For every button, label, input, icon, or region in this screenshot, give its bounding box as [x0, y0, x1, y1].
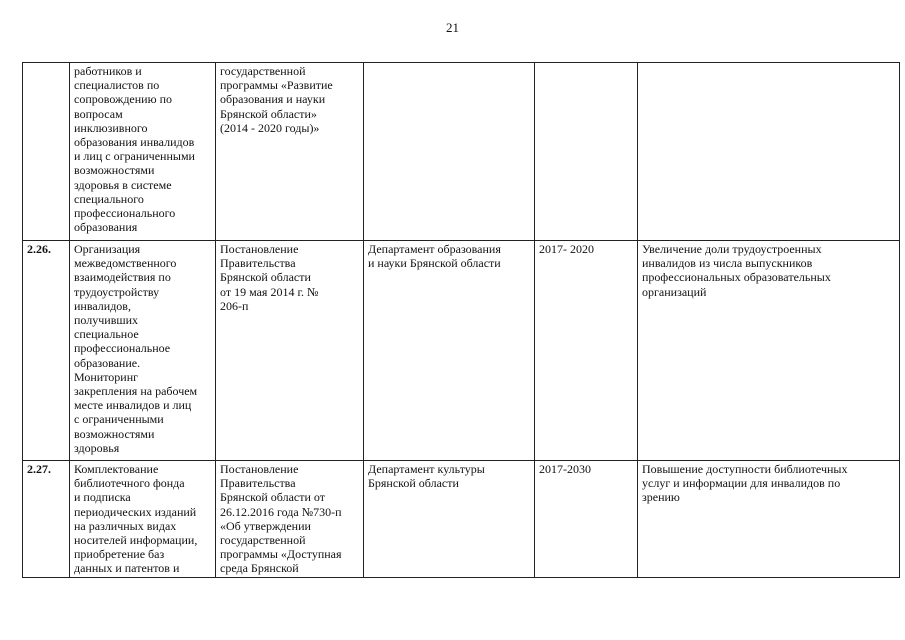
cell-result [638, 63, 900, 241]
cell-term [535, 461, 638, 578]
cell-document [216, 461, 364, 578]
cell-result [638, 241, 900, 461]
number-text: 2.27. [27, 462, 51, 476]
number-text: 2.26. [27, 242, 51, 256]
cell-number [23, 461, 70, 578]
document-text: Постановление Правительства Брянской области от 19 мая 2014 г. № 206-п [220, 242, 319, 313]
cell-event [70, 63, 216, 241]
table-row-2-27 [23, 461, 900, 578]
cell-event [70, 461, 216, 578]
measures-table [22, 62, 900, 578]
cell-term [535, 63, 638, 241]
event-text: Организация межведомственного взаимодействия по трудоустройству инвалидов, получивших специальное профессиональное образование. Мониторинг закрепления на рабочем месте инвалидов и лиц с ограниченными возможностями здоровья [74, 242, 198, 455]
cell-event [70, 241, 216, 461]
cell-document [216, 63, 364, 241]
result-text: Увеличение доли трудоустроенных инвалидов из числа выпускников профессиональных образовательных организаций [642, 242, 831, 299]
cell-executor [364, 63, 535, 241]
term-text: 2017-2030 [539, 462, 591, 476]
cell-executor [364, 241, 535, 461]
result-text: Повышение доступности библиотечных услуг и информации для инвалидов по зрению [642, 462, 848, 505]
executor-text: Департамент культуры Брянской области [368, 462, 485, 491]
table-row-continuation [23, 63, 900, 241]
cell-result [638, 461, 900, 578]
cell-number [23, 63, 70, 241]
cell-term [535, 241, 638, 461]
event-text: работников и специалистов по сопровождению по вопросам инклюзивного образования инвалидов и лиц с ограниченными возможностями здоровья в системе специального профессионального образования [74, 64, 195, 235]
document-text: Постановление Правительства Брянской области от 26.12.2016 года №730-п «Об утверждении государственной программы «Доступная среда Брянской [220, 462, 342, 576]
page-number: 21 [446, 20, 459, 35]
cell-number [23, 241, 70, 461]
executor-text: Департамент образования и науки Брянской области [368, 242, 501, 271]
term-text: 2017- 2020 [539, 242, 594, 256]
document-text: государственной программы «Развитие образования и науки Брянской области» (2014 - 2020 годы)» [220, 64, 333, 135]
cell-document [216, 241, 364, 461]
cell-executor [364, 461, 535, 578]
event-text: Комплектование библиотечного фонда и подписка периодических изданий на различных видах носителей информации, приобретение баз данных и патентов и [74, 462, 198, 576]
table-row-2-26 [23, 241, 900, 461]
